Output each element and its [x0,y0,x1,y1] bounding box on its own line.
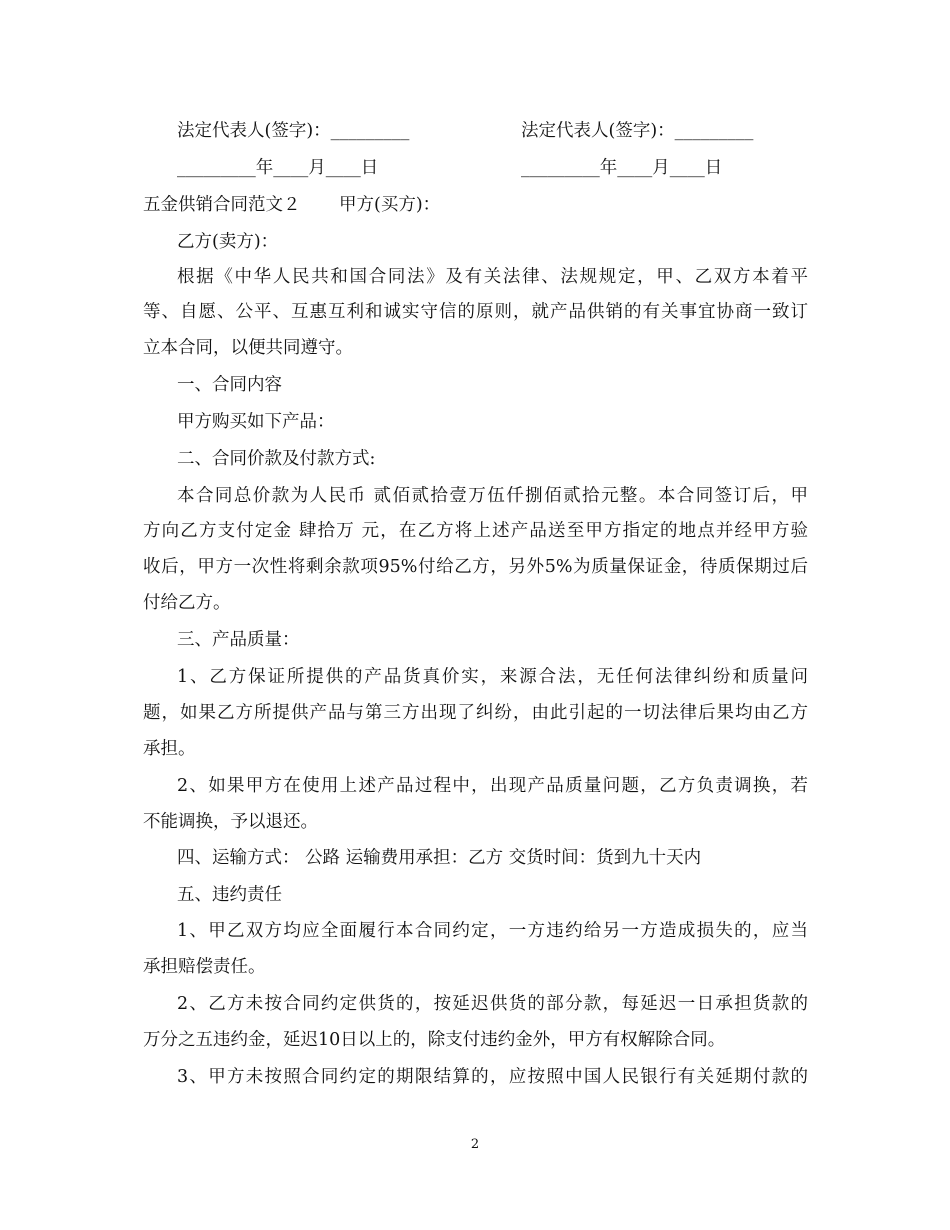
right-signature-date: _________年____月____日 [521,158,723,178]
section-1-heading: 一、合同内容 [177,375,282,395]
quality-1-line-3: 承担。 [143,739,196,759]
section-3-heading: 三、产品质量： [177,630,300,650]
breach-2-line-2: 万分之五违约金，延迟10日以上的，除支付违约金外，甲方有权解除合同。 [143,1030,726,1050]
left-signature-date: _________年____月____日 [177,158,379,178]
preamble-line-1: 根据《中华人民共和国合同法》及有关法律、法规规定，甲、乙双方本着平 [177,267,808,287]
breach-2-line-1: 2、乙方未按合同约定供货的，按延迟供货的部分款，每延迟一日承担货款的 [177,994,808,1014]
price-line-2: 方向乙方支付定金 肆拾万 元，在乙方将上述产品送至甲方指定的地点并经甲方验 [143,521,808,541]
right-representative-signature: 法定代表人(签字)：_________ [521,121,754,141]
quality-2-line-2: 不能调换，予以退还。 [143,812,318,832]
left-representative-signature: 法定代表人(签字)：_________ [177,121,410,141]
section-4-transport: 四、运输方式： 公路 运输费用承担：乙方 交货时间：货到九十天内 [177,848,702,868]
quality-1-line-1: 1、乙方保证所提供的产品货真价实，来源合法，无任何法律纠纷和质量问 [177,667,808,687]
price-line-4: 付给乙方。 [143,593,231,613]
section-5-heading: 五、违约责任 [177,885,282,905]
breach-1-line-1: 1、甲乙双方均应全面履行本合同约定，一方违约给另一方造成损失的，应当 [177,921,808,941]
party-a-label: 甲方(买方)： [339,195,441,215]
breach-1-line-2: 承担赔偿责任。 [143,957,266,977]
quality-2-line-1: 2、如果甲方在使用上述产品过程中，出现产品质量问题，乙方负责调换，若 [177,776,808,796]
section-1-text: 甲方购买如下产品： [177,412,335,432]
price-line-1: 本合同总价款为人民币 贰佰贰拾壹万伍仟捌佰贰拾元整。本合同签订后，甲 [177,486,808,506]
page-number: 2 [470,1137,480,1152]
party-b-label: 乙方(卖方)： [177,232,279,252]
section-2-heading: 二、合同价款及付款方式: [177,449,376,469]
preamble-line-3: 立本合同，以便共同遵守。 [143,338,353,358]
quality-1-line-2: 题，如果乙方所提供产品与第三方出现了纠纷，由此引起的一切法律后果均由乙方 [143,703,808,723]
document-title: 五金供销合同范文２ [143,195,301,215]
preamble-line-2: 等、自愿、公平、互惠互利和诚实守信的原则，就产品供销的有关事宜协商一致订 [143,302,808,322]
breach-3-line-1: 3、甲方未按照合同约定的期限结算的，应按照中国人民银行有关延期付款的 [177,1067,808,1087]
price-line-3: 收后，甲方一次性将剩余款项95%付给乙方，另外5%为质量保证金，待质保期过后 [143,557,808,577]
